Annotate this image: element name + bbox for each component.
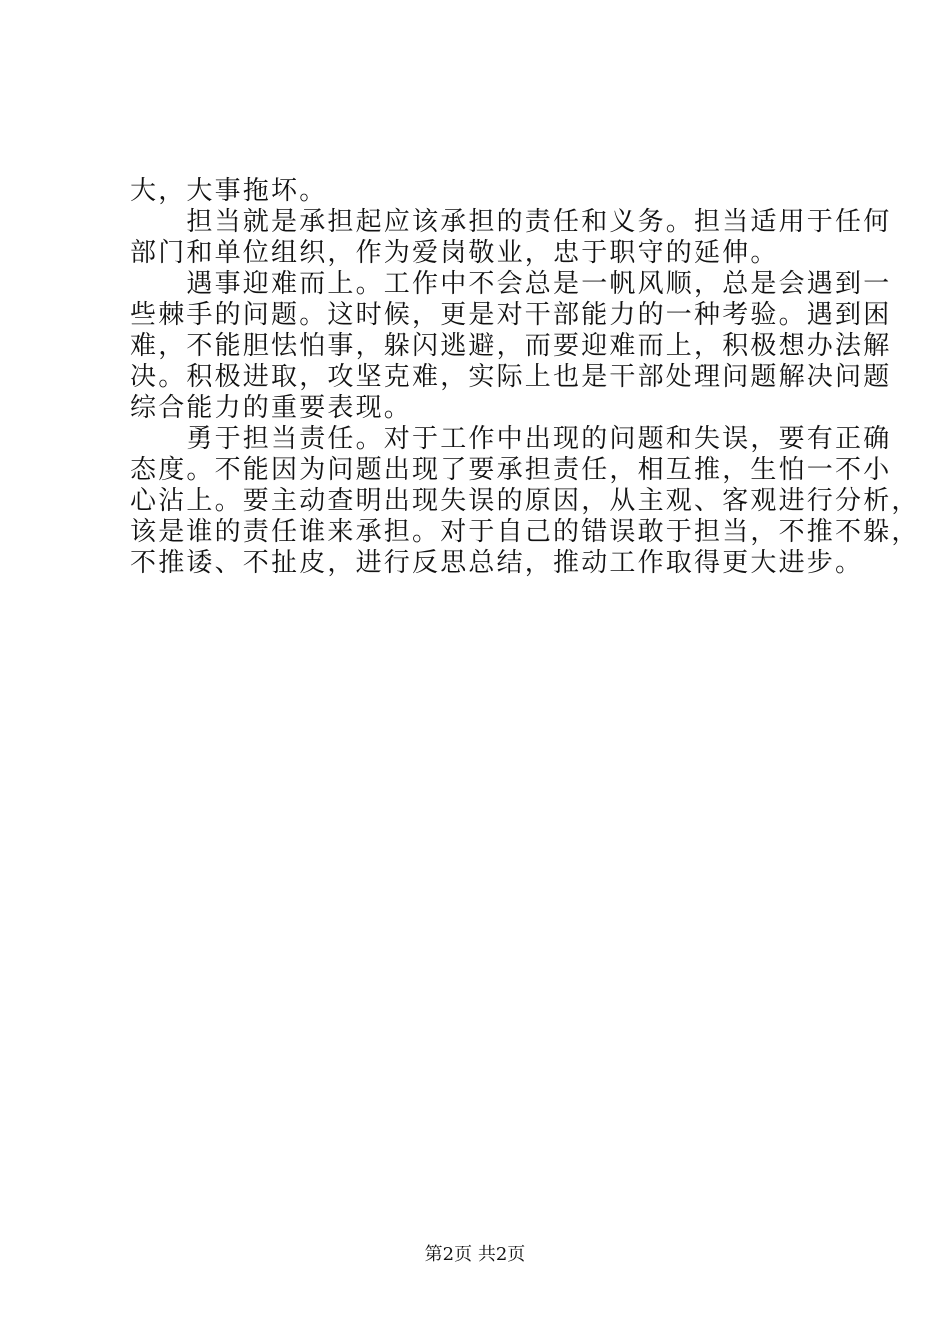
body-text-line: 部门和单位组织，作为爱岗敬业，忠于职守的延伸。 [130, 238, 779, 268]
body-text-line: 勇于担当责任。对于工作中出现的问题和失误，要有正确 [130, 424, 892, 454]
body-text-line: 态度。不能因为问题出现了要承担责任，相互推，生怕一不小 [130, 455, 892, 485]
body-text-line: 该是谁的责任谁来承担。对于自己的错误敢于担当，不推不躲， [130, 517, 920, 547]
body-text-line: 综合能力的重要表现。 [130, 393, 413, 423]
body-text-line: 不推诿、不扯皮，进行反思总结，推动工作取得更大进步。 [130, 548, 864, 578]
body-text-line: 些棘手的问题。这时候，更是对干部能力的一种考验。遇到困 [130, 300, 892, 330]
body-text-line: 大，大事拖坏。 [130, 176, 328, 206]
body-text-line: 遇事迎难而上。工作中不会总是一帆风顺，总是会遇到一 [130, 269, 892, 299]
body-text-line: 心沾上。要主动查明出现失误的原因，从主观、客观进行分析， [130, 486, 920, 516]
page-number-footer: 第2页 共2页 [424, 1244, 526, 1265]
body-text-line: 难，不能胆怯怕事，躲闪逃避，而要迎难而上，积极想办法解 [130, 331, 892, 361]
body-text-line: 担当就是承担起应该承担的责任和义务。担当适用于任何 [130, 207, 892, 237]
body-text-line: 决。积极进取，攻坚克难，实际上也是干部处理问题解决问题 [130, 362, 892, 392]
